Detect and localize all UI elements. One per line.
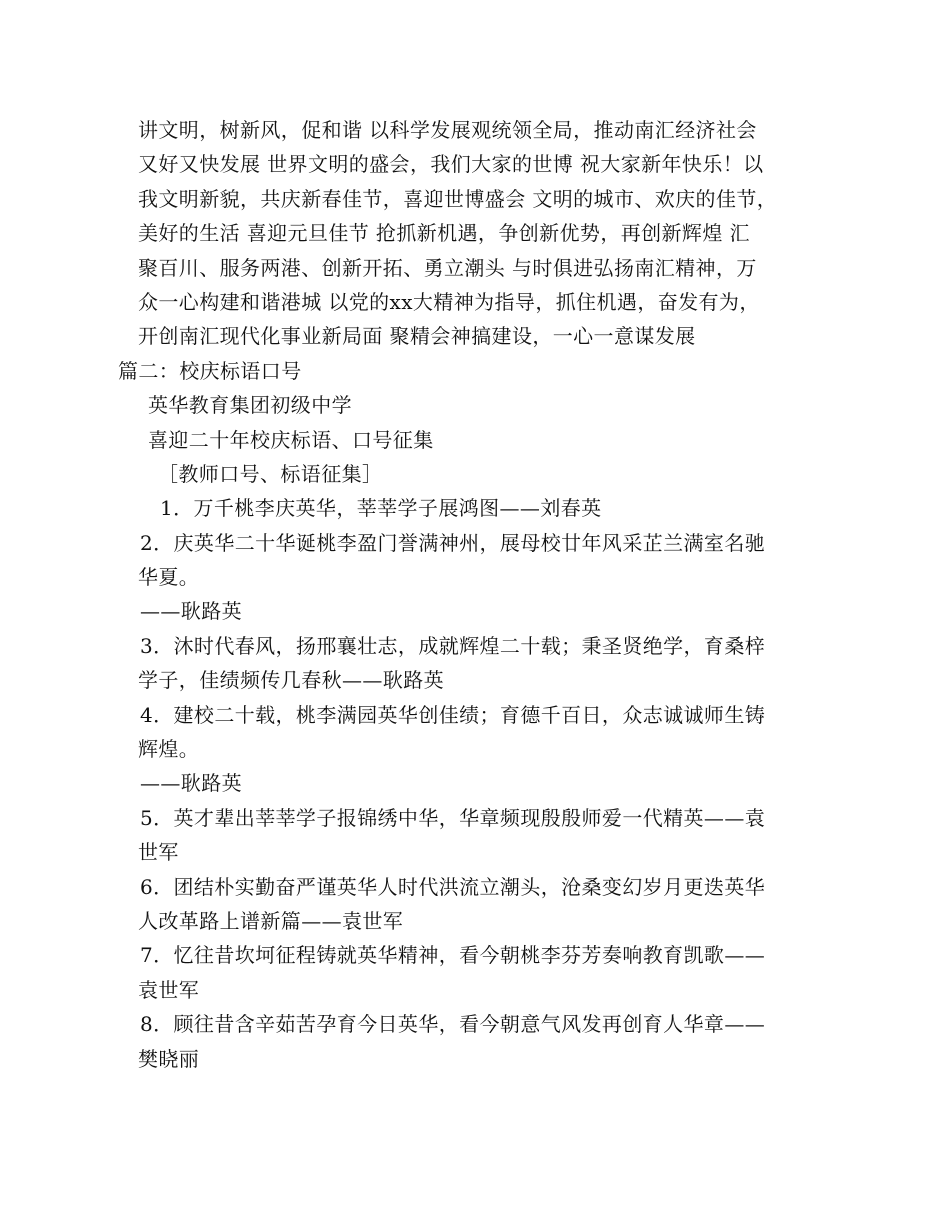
slogan-item: 3．沐时代春风，扬邢襄壮志，成就辉煌二十载；秉圣贤绝学，育桑梓 bbox=[140, 633, 766, 658]
slogan-continuation: 袁世军 bbox=[138, 977, 200, 1002]
slogan-item: 1．万千桃李庆英华，莘莘学子展鸿图——刘春英 bbox=[160, 496, 602, 521]
school-name: 英华教育集团初级中学 bbox=[148, 393, 352, 418]
slogan-continuation: 人改革路上谱新篇——袁世军 bbox=[138, 908, 404, 933]
text-line: 我文明新貌，共庆新春佳节，喜迎世博盛会 文明的城市、欢庆的佳节， bbox=[138, 186, 778, 211]
document-body bbox=[118, 113, 828, 1076]
slogan-author: ——耿路英 bbox=[140, 771, 242, 796]
text-line: 聚百川、服务两港、创新开拓、勇立潮头 与时俱进弘扬南汇精神，万 bbox=[138, 255, 757, 280]
text-line: 讲文明，树新风，促和谐 以科学发展观统领全局，推动南汇经济社会 bbox=[138, 118, 757, 142]
text-line: 美好的生活 喜迎元旦佳节 抢抓新机遇，争创新优势，再创新辉煌 汇 bbox=[138, 221, 750, 246]
slogan-continuation: 华夏。 bbox=[138, 565, 200, 590]
slogan-item: 4．建校二十载，桃李满园英华创佳绩；育德千百日，众志诚诚师生铸 bbox=[140, 702, 766, 727]
slogan-author: ——耿路英 bbox=[140, 599, 242, 624]
slogan-continuation: 辉煌。 bbox=[138, 737, 200, 762]
text-line: 众一心构建和谐港城 以党的xx大精神为指导，抓住机遇，奋发有为， bbox=[138, 289, 760, 314]
text-line: 开创南汇现代化事业新局面 聚精会神搞建设，一心一意谋发展 bbox=[138, 324, 696, 349]
text-line: 又好又快发展 世界文明的盛会，我们大家的世博 祝大家新年快乐！以 bbox=[138, 152, 764, 177]
slogan-item: 2．庆英华二十华诞桃李盈门誉满神州，展母校廿年风采芷兰满室名驰 bbox=[140, 530, 766, 555]
section-heading: 篇二：校庆标语口号 bbox=[118, 358, 302, 383]
slogan-continuation: 学子，佳绩频传几春秋——耿路英 bbox=[138, 668, 444, 693]
slogan-continuation: 樊晓丽 bbox=[138, 1046, 200, 1071]
slogan-continuation: 世军 bbox=[138, 840, 179, 865]
collection-title: 喜迎二十年校庆标语、口号征集 bbox=[148, 427, 434, 452]
slogan-item: 6．团结朴实勤奋严谨英华人时代洪流立潮头，沧桑变幻岁月更迭英华 bbox=[140, 874, 766, 899]
slogan-item: 5．英才辈出莘莘学子报锦绣中华，华章频现殷殷师爱一代精英——袁 bbox=[140, 805, 766, 830]
slogan-item: 8．顾往昔含辛茹苦孕育今日英华，看今朝意气风发再创育人华章—— bbox=[140, 1012, 766, 1037]
category-label: ［教师口号、标语征集］ bbox=[158, 461, 383, 486]
slogan-item: 7．忆往昔坎坷征程铸就英华精神，看今朝桃李芬芳奏响教育凯歌—— bbox=[140, 943, 766, 968]
